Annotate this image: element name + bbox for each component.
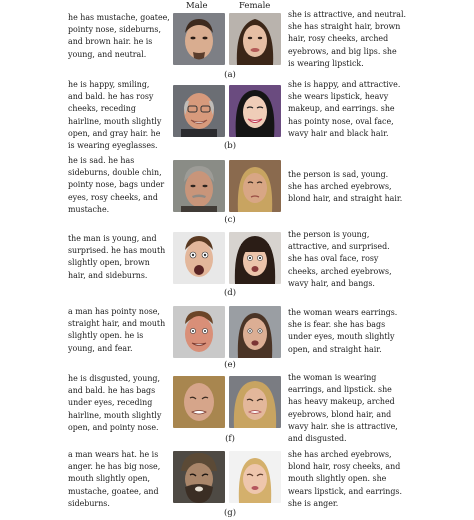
male-description: he has mustache, goatee, pointy nose, sideburns, and brown hair. he is young, and neutral.	[68, 13, 170, 59]
female-description: she has arched eyebrows, blond hair, rosy cheeks, and mouth slightly open. she wears lipstick, and earrings. she is anger.	[288, 450, 402, 508]
female-description: the woman wears earrings. she is fear. she has bags under eyes, mouth slightly open, and straight hair.	[288, 308, 398, 354]
male-face-photo	[173, 13, 225, 65]
subfigure-label: (d)	[223, 288, 237, 298]
male-description: a man has pointy nose, straight hair, and mouth slightly open. he is young, and fear.	[68, 307, 166, 353]
male-face-photo	[173, 232, 225, 284]
male-description: the man is young, and surprised. he has mouth slightly open, brown hair, and sideburns.	[68, 234, 166, 280]
male-face-photo	[173, 451, 225, 503]
female-description: the woman is wearing earrings, and lipstick. she has heavy makeup, arched eyebrows, blond hair, and wavy hair. she is attractive, and disgusted.	[288, 373, 398, 444]
female-face-photo	[229, 85, 281, 137]
subfigure-label: (c)	[224, 215, 236, 225]
female-description: she is attractive, and neutral. she has straight hair, brown hair, rosy cheeks, arched eyebrows, and big lips. she is wearing lipstick.	[288, 10, 407, 68]
male-description: he is disgusted, young, and bald. he has bags under eyes, receding hairline, mouth slightly open, and pointy nose.	[68, 374, 162, 432]
female-description: the person is young, attractive, and surprised. she has oval face, rosy cheeks, arched eyebrows, wavy hair, and bangs.	[288, 230, 392, 288]
male-column-header: Male	[186, 1, 208, 11]
subfigure-label: (b)	[223, 141, 237, 151]
subfigure-label: (a)	[224, 70, 236, 80]
female-face-photo	[229, 160, 281, 212]
subfigure-label: (f)	[225, 434, 235, 444]
male-face-photo	[173, 85, 225, 137]
female-face-photo	[229, 451, 281, 503]
male-description: a man wears hat. he is anger. he has big nose, mouth slightly open, mustache, goatee, and sideburns.	[68, 450, 161, 508]
male-face-photo	[173, 306, 225, 358]
female-face-photo	[229, 232, 281, 284]
male-description: he is happy, smiling, and bald. he has rosy cheeks, receding hairline, mouth slightly open, and gray hair. he is wearing eyeglasses.	[68, 80, 162, 151]
female-description: she is happy, and attractive. she wears lipstick, heavy makeup, and earrings. she has pointy nose, oval face, wavy hair and black hair.	[288, 80, 401, 138]
subfigure-label: (g)	[223, 508, 237, 518]
male-face-photo	[173, 376, 225, 428]
female-face-photo	[229, 13, 281, 65]
female-description: the person is sad, young. she has arched eyebrows, blond hair, and straight hair.	[288, 170, 403, 204]
female-face-photo	[229, 306, 281, 358]
female-face-photo	[229, 376, 281, 428]
male-description: he is sad. he has sideburns, double chin, pointy nose, bags under eyes, rosy cheeks, and mustache.	[68, 156, 165, 214]
subfigure-label: (e)	[224, 360, 236, 370]
male-face-photo	[173, 160, 225, 212]
female-column-header: Female	[239, 1, 271, 11]
